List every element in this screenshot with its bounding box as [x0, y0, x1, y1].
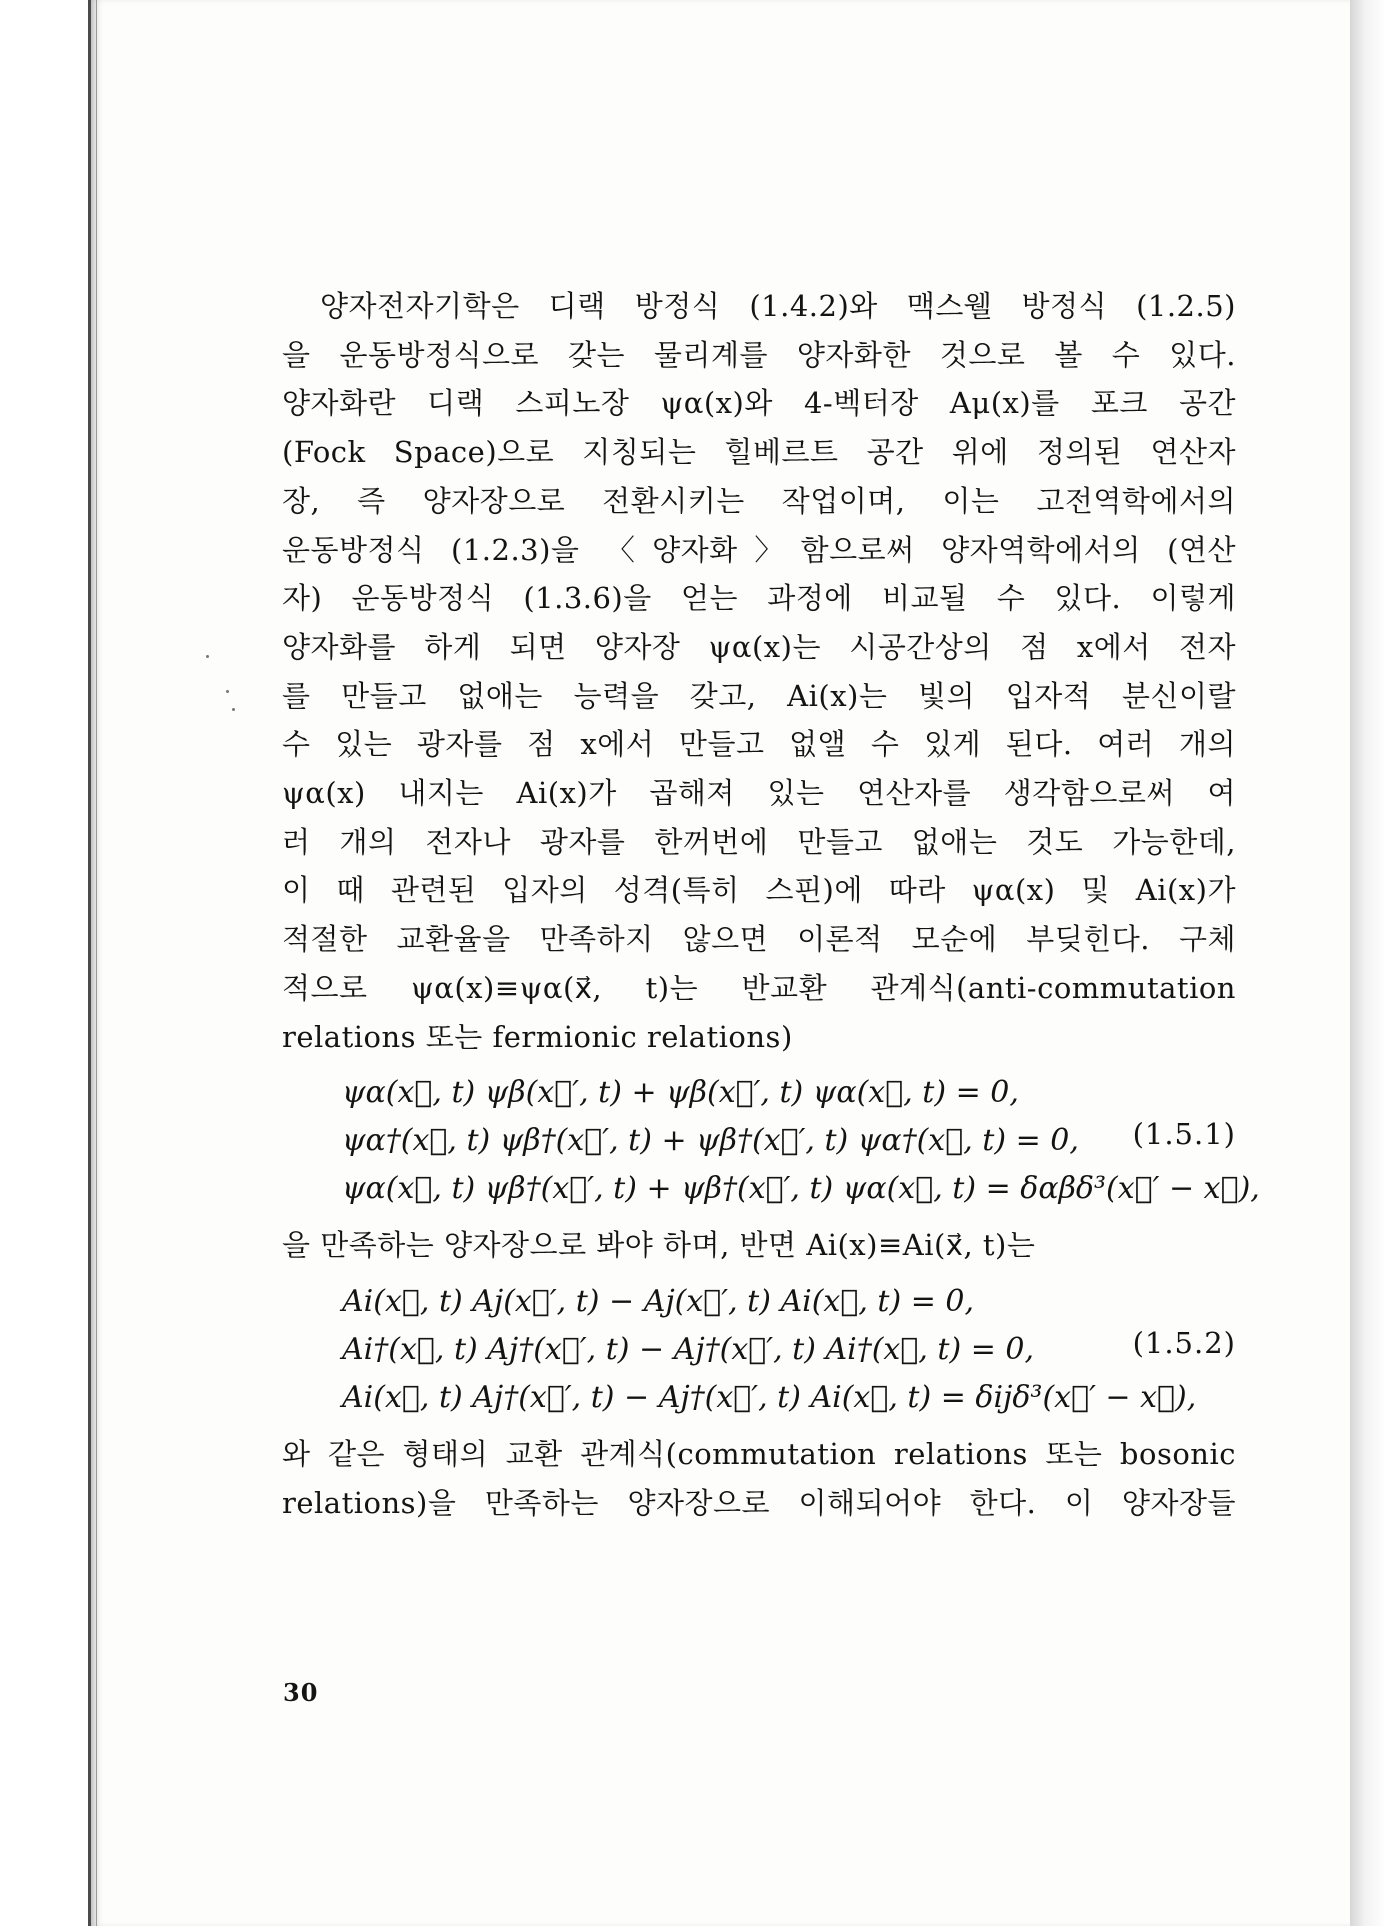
paragraph-line: 양자화란 디랙 스피노장 ψα(x)와 4-벡터장 Aμ(x)를 포크 공간 [282, 386, 1236, 421]
paragraph-line: 러 개의 전자나 광자를 한꺼번에 만들고 없애는 것도 가능한데, [282, 824, 1236, 859]
equation-1-5-2 [342, 1278, 1236, 1422]
paragraph-line: 수 있는 광자를 점 x에서 만들고 없앨 수 있게 된다. 여러 개의 [282, 727, 1236, 762]
equation-1-5-1 [342, 1069, 1260, 1213]
scan-speck [232, 708, 235, 711]
paragraph-line: ψα(x) 내지는 Ai(x)가 곱해져 있는 연산자를 생각함으로써 여 [282, 776, 1236, 811]
equation-line: Ai(x⃗, t) Aj(x⃗′, t) − Aj(x⃗′, t) Ai(x⃗, t) = 0, [342, 1283, 975, 1319]
page-binding-edge [96, 0, 97, 1926]
paragraph-line: 자) 운동방정식 (1.3.6)을 얻는 과정에 비교될 수 있다. 이렇게 [282, 581, 1236, 616]
paragraph-line: 적으로 ψα(x)≡ψα(x⃗, t)는 반교환 관계식(anti-commutation [282, 970, 1236, 1005]
equation-line: Ai(x⃗, t) Aj†(x⃗′, t) − Aj†(x⃗′, t) Ai(x⃗, t) = δijδ³(x⃗′ − x⃗), [342, 1379, 1197, 1415]
equation-line: ψα(x⃗, t) ψβ(x⃗′, t) + ψβ(x⃗′, t) ψα(x⃗, t) = 0, [342, 1075, 1019, 1111]
paragraph-line: 를 만들고 없애는 능력을 갖고, Ai(x)는 빛의 입자적 분신이랄 [282, 678, 1236, 713]
paragraph-line: 양자화를 하게 되면 양자장 ψα(x)는 시공간상의 점 x에서 전자 [282, 629, 1236, 664]
page-body [282, 282, 1260, 1527]
paragraph-line: 을 운동방정식으로 갖는 물리계를 양자화한 것으로 볼 수 있다. [282, 337, 1236, 372]
equation-number: (1.5.1) [1132, 1117, 1236, 1152]
paragraph-line: (Fock Space)으로 지칭되는 힐베르트 공간 위에 정의된 연산자 [282, 435, 1236, 470]
paragraph-line: relations)을 만족하는 양자장으로 이해되어야 한다. 이 양자장들 [282, 1485, 1236, 1520]
equation-line: Ai†(x⃗, t) Aj†(x⃗′, t) − Aj†(x⃗′, t) Ai†(x⃗, t) = 0, [342, 1331, 1035, 1367]
equation-number: (1.5.2) [1132, 1325, 1236, 1360]
paragraph-line: relations 또는 fermionic relations) [282, 1019, 793, 1054]
equation-line: ψα†(x⃗, t) ψβ†(x⃗′, t) + ψβ†(x⃗′, t) ψα†(x⃗, t) = 0, [342, 1123, 1079, 1159]
paragraph-line: 와 같은 형태의 교환 관계식(commutation relations 또는 bosonic [282, 1436, 1236, 1471]
paragraph-line: 운동방정식 (1.2.3)을 〈양자화〉함으로써 양자역학에서의 (연산 [282, 532, 1236, 567]
scan-speck [206, 655, 209, 658]
paragraph-line: 적절한 교환율을 만족하지 않으면 이론적 모순에 부딪힌다. 구체 [282, 922, 1236, 957]
paragraph-line: 을 만족하는 양자장으로 봐야 하며, 반면 Ai(x)≡Ai(x⃗, t)는 [282, 1228, 1036, 1263]
paragraph-line: 양자전자기학은 디랙 방정식 (1.4.2)와 맥스웰 방정식 (1.2.5) [320, 289, 1236, 323]
scan-speck [226, 690, 229, 693]
equation-line: ψα(x⃗, t) ψβ†(x⃗′, t) + ψβ†(x⃗′, t) ψα(x⃗, t) = δαβδ³(x⃗′ − x⃗), [342, 1171, 1260, 1207]
paragraph-line: 장, 즉 양자장으로 전환시키는 작업이며, 이는 고전역학에서의 [282, 483, 1236, 518]
paragraph-line: 이 때 관련된 입자의 성격(특히 스핀)에 따라 ψα(x) 및 Ai(x)가 [282, 873, 1236, 908]
page-number: 30 [283, 1678, 319, 1707]
page-right-edge [1350, 0, 1386, 1926]
